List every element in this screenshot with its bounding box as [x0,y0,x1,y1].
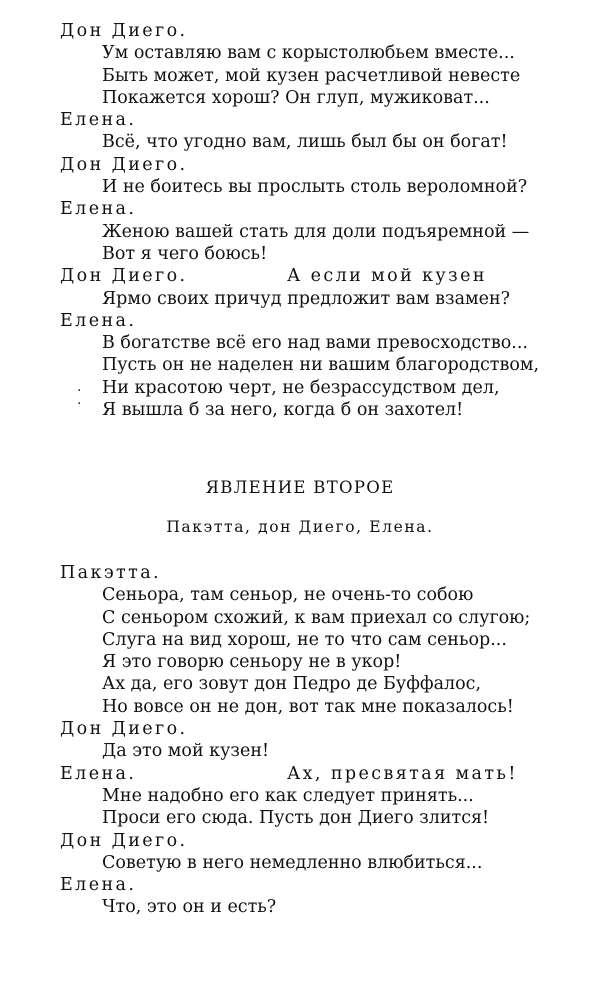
speaker-name: Елена. [60,875,137,896]
verse-line: Но вовсе он не дон, вот так мне показалось! [102,696,514,717]
verse-line: Ум оставляю вам с корыстолюбьем вместе... [102,43,515,64]
speaker-name: Дон Диего. [60,21,188,41]
verse-line: Слуга на вид хорош, не то что сам сеньор... [102,629,507,650]
scene-cast-list: Пакэтта, дон Диего, Елена. [166,518,434,536]
verse-line: А если мой кузен [287,266,487,287]
verse-line: Быть может, мой кузен расчетливой невесте [102,65,521,86]
verse-line: Ни красотою черт, не безрассудством дел, [102,377,500,398]
verse-line: В богатстве всё его над вами превосходство... [102,333,528,354]
speaker-name: Пакэтта. [60,563,161,583]
speaker-name: Дон Диего. [60,154,188,175]
verse-line: Проси его сюда. Пусть дон Диего злится! [102,808,490,829]
speaker-with-inline-verse [0,763,600,785]
speaker-name: Дон Диего. [60,830,188,851]
verse-line: Ах да, его зовут дон Педро де Буффалос, [102,674,482,695]
scene-heading: ЯВЛЕНИЕ ВТОРОЕ [205,478,395,497]
verse-line: Советую в него немедленно влюбиться... [102,852,483,873]
speaker-name: Елена. [60,763,137,784]
verse-line: Всё, что угодно вам, лишь был бы он богат! [102,132,508,153]
verse-line: С сеньором схожий, к вам приехал со слугою; [102,607,531,628]
margin-speck: · [77,396,82,412]
verse-line: Я это говорю сеньору не в укор! [102,652,402,673]
verse-line: И не боитесь вы прослыть столь вероломной? [102,177,528,198]
speaker-name: Дон Диего. [60,266,188,287]
scene-two-dialogue [0,562,600,919]
verse-line: Да это мой кузен! [102,741,270,762]
scene-one-dialogue [0,20,600,421]
verse-line: Ярмо своих причуд предложит вам взамен? [102,288,511,309]
verse-line: Я вышла б за него, когда б он захотел! [102,400,464,421]
verse-line: Женою вашей стать для доли подъяремной — [102,221,530,242]
speaker-name: Елена. [60,110,137,131]
verse-line: Покажется хорош? Он глуп, мужиковат... [102,87,490,108]
verse-line: Вот я чего боюсь! [102,243,268,264]
margin-speck: · [77,383,82,399]
verse-line: Сеньора, там сеньор, не очень-то собою [102,585,474,606]
verse-line: Ах, пресвятая мать! [287,763,518,784]
verse-line: Пусть он не наделен ни вашим благородством, [102,355,540,376]
speaker-name: Елена. [60,199,137,220]
verse-line: Мне надобно его как следует принять... [102,785,474,806]
verse-line: Что, это он и есть? [102,897,277,918]
speaker-name: Дон Диего. [60,719,188,740]
speaker-with-inline-verse [0,265,600,287]
speaker-name: Елена. [60,310,137,331]
